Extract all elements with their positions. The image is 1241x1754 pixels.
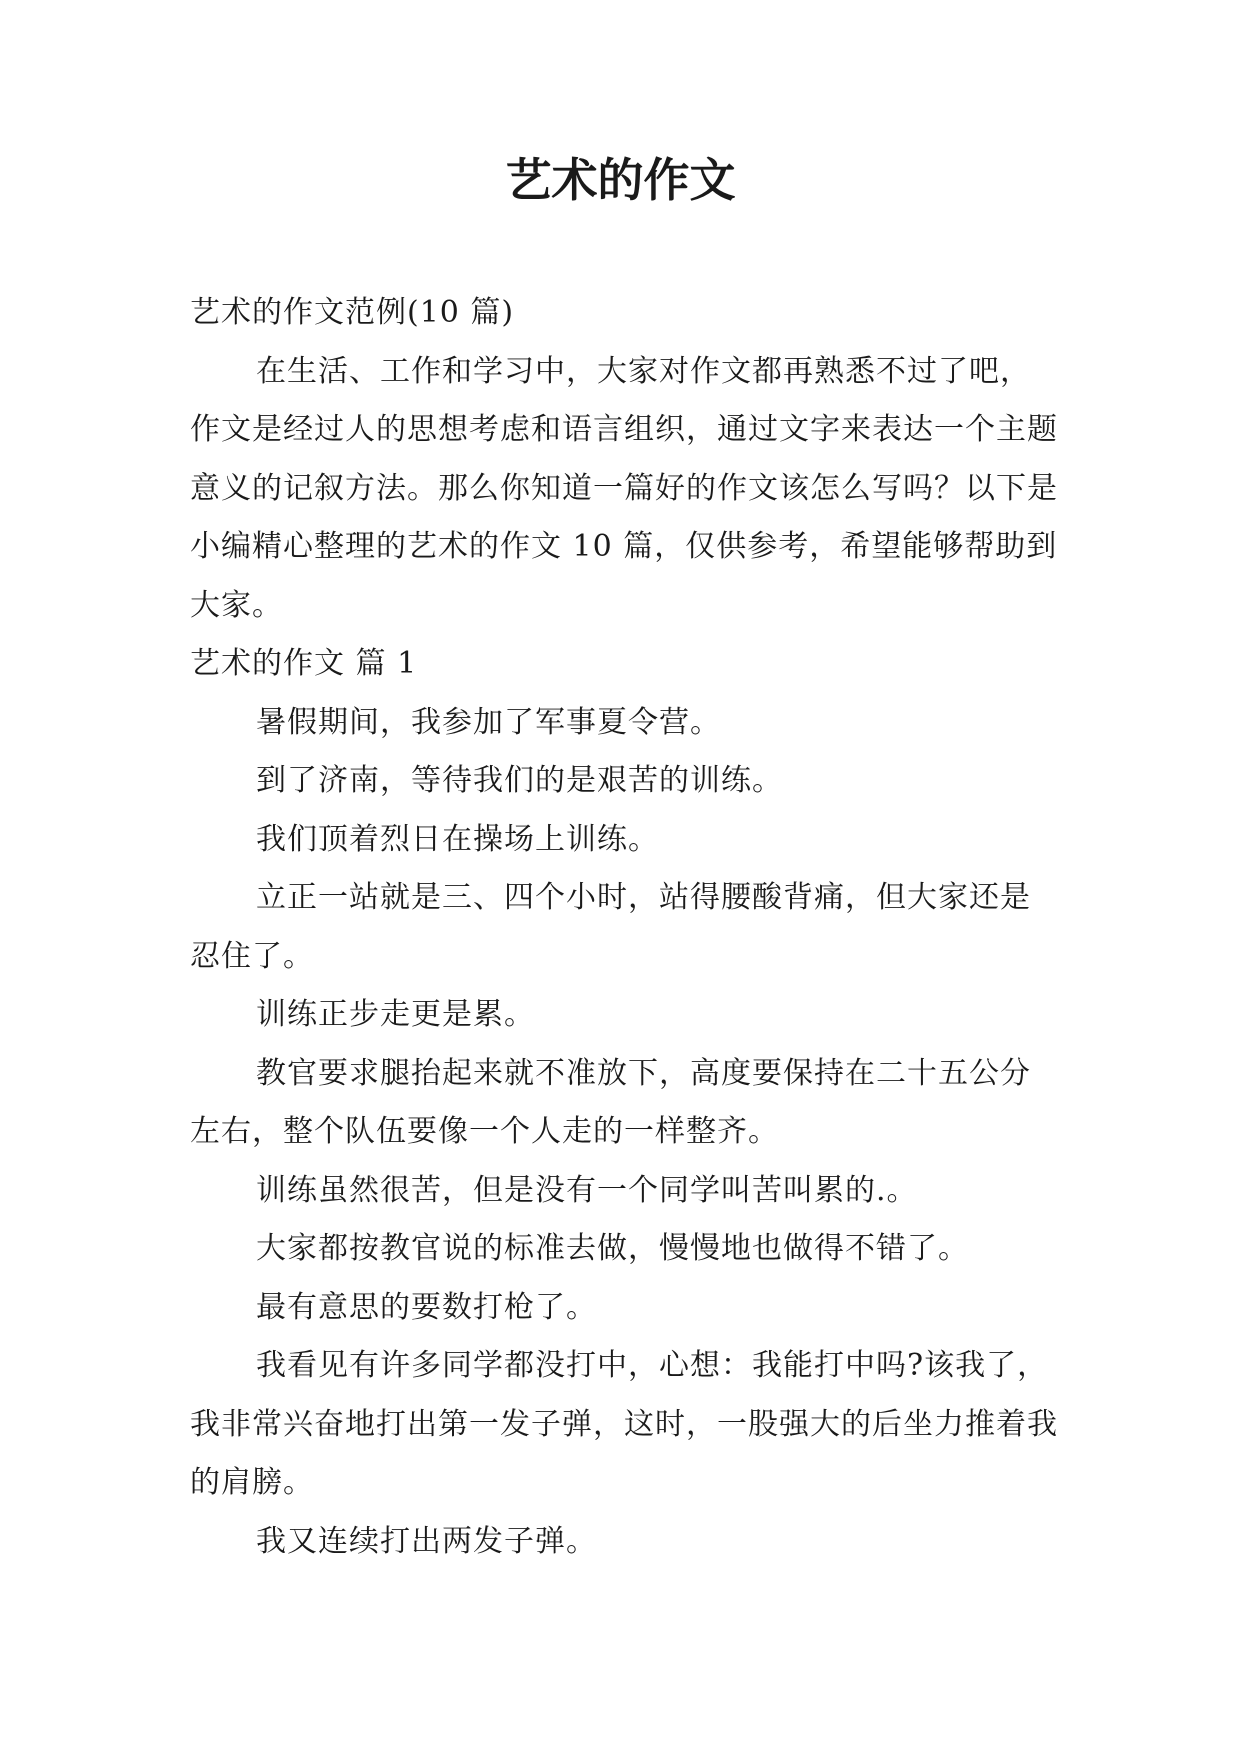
paragraph: 训练正步走更是累。 — [256, 997, 535, 1032]
paragraph: 训练虽然很苦，但是没有一个同学叫苦叫累的.。 — [256, 1172, 918, 1208]
paragraph: 暑假期间，我参加了军事夏令营。 — [256, 704, 721, 740]
paragraph: 艺术的作文范例(10 篇) — [190, 295, 515, 330]
paragraph: 大家都按教官说的标准去做，慢慢地也做得不错了。 — [256, 1231, 969, 1266]
paragraph: 我又连续打出两发子弹。 — [256, 1523, 597, 1559]
paragraph: 我们顶着烈日在操场上训练。 — [256, 821, 659, 857]
paragraph: 到了济南，等待我们的是艰苦的训练。 — [256, 763, 783, 798]
paragraph: 立正一站就是三、四个小时，站得腰酸背痛，但大家还是忍住了。 — [190, 880, 1031, 974]
paragraph: 我看见有许多同学都没打中，心想：我能打中吗?该我了，我非常兴奋地打出第一发子弹，这时，一股强大的后坐力推着我的肩膀。 — [190, 1348, 1058, 1500]
paragraph: 教官要求腿抬起来就不准放下，高度要保持在二十五公分左右，整个队伍要像一个人走的一样整齐。 — [190, 1055, 1031, 1149]
section-heading: 艺术的作文 篇 1 — [190, 646, 418, 681]
document-body — [190, 284, 1060, 1571]
paragraph: 最有意思的要数打枪了。 — [256, 1289, 597, 1325]
paragraph: 在生活、工作和学习中，大家对作文都再熟悉不过了吧，作文是经过人的思想考虑和语言组织，通过文字来表达一个主题意义的记叙方法。那么你知道一篇好的作文该怎么写吗？以下是小编精心整理的艺术的作文 10 篇，仅供参考，希望能够帮助到大家。 — [190, 353, 1058, 623]
document-title: 艺术的作文 — [505, 153, 736, 207]
